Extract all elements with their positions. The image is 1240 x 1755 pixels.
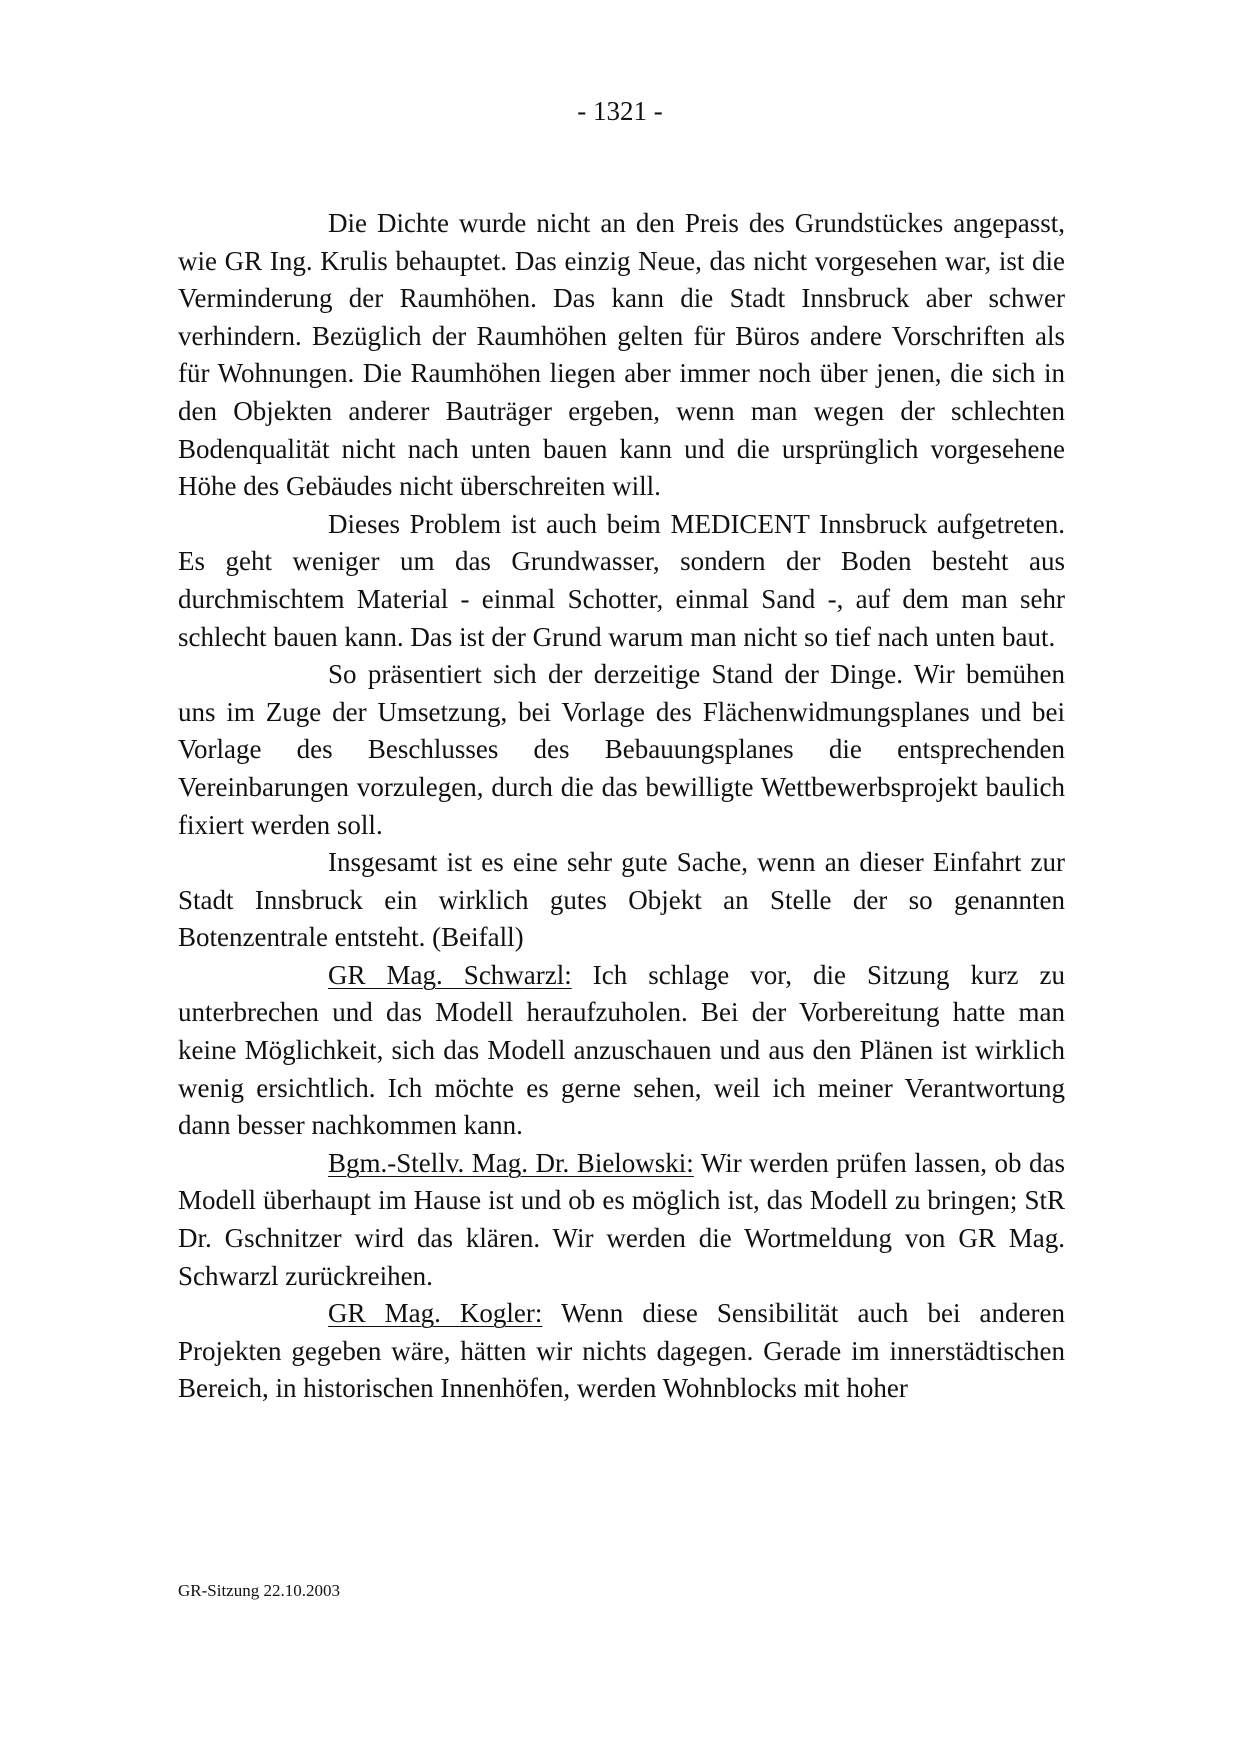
speaker-paragraph	[178, 1145, 1065, 1295]
paragraph-text: Wir werden prüfen lassen, ob das Modell überhaupt im Hause ist und ob es möglich ist, das Modell zu bringen; StR Dr. Gschnitzer wird das klären. Wir werden die Wortmeldung von GR Mag. Schwarzl zurückreihen.	[178, 1147, 1066, 1291]
paragraph-text: So präsentiert sich der derzeitige Stand der Dinge. Wir bemühen uns im Zuge der Umsetzung, bei Vorlage des Flächenwidmungsplanes und bei Vorlage des Beschlusses des Bebauungsplanes die entsprechenden Vereinbarungen vorzulegen, durch die das bewilligte Wettbewerbsprojekt baulich fixiert werden soll.	[178, 659, 1065, 840]
paragraph-text: Wenn diese Sensibilität auch bei anderen Projekten gegeben wäre, hätten wir nichts dagegen. Gerade im innerstädtischen Bereich, in historischen Innenhöfen, werden Wohnblocks mit hoher	[178, 1298, 1065, 1404]
footer-session-date: GR-Sitzung 22.10.2003	[178, 1581, 340, 1600]
paragraph-text: Die Dichte wurde nicht an den Preis des Grundstückes angepasst, wie GR Ing. Krulis behauptet. Das einzig Neue, das nicht vorgesehen war, ist die Verminderung der Raumhöhen. Das kann die Stadt Innsbruck aber schwer verhindern. Bezüglich der Raumhöhen gelten für Büros andere Vorschriften als für Wohnungen. Die Raumhöhen liegen aber immer noch über jenen, die sich in den Objekten anderer Bauträger ergeben, wenn man wegen der schlechten Bodenqualität nicht nach unten bauen kann und die ursprünglich vorgesehene Höhe des Gebäudes nicht überschreiten will.	[178, 208, 1065, 502]
paragraph	[178, 506, 1065, 656]
paragraph	[178, 656, 1065, 844]
paragraph	[178, 205, 1065, 506]
paragraph-text: Ich schlage vor, die Sitzung kurz zu unterbrechen und das Modell heraufzuholen. Bei der Vorbereitung hatte man keine Möglichkeit, sich das Modell anzuschauen und aus den Plänen ist wirklich wenig ersichtlich. Ich möchte es gerne sehen, weil ich meiner Verantwortung dann besser nachkommen kann.	[178, 959, 1065, 1141]
page-number: - 1321 -	[577, 96, 663, 126]
speaker-paragraph	[178, 957, 1065, 1145]
paragraph-text: Insgesamt ist es eine sehr gute Sache, wenn an dieser Einfahrt zur Stadt Innsbruck ein wirklich gutes Objekt an Stelle der so genannten Botenzentrale entsteht. (Beifall)	[178, 847, 1065, 953]
speaker-name: GR Mag. Kogler:	[328, 1298, 543, 1329]
speaker-paragraph	[178, 1295, 1065, 1408]
body-text	[178, 205, 1065, 1408]
speaker-name: Bgm.-Stellv. Mag. Dr. Bielowski:	[328, 1147, 694, 1178]
paragraph	[178, 844, 1065, 957]
speaker-name: GR Mag. Schwarzl:	[328, 959, 572, 990]
paragraph-text: Dieses Problem ist auch beim MEDICENT Innsbruck aufgetreten. Es geht weniger um das Grundwasser, sondern der Boden besteht aus durchmischtem Material - einmal Schotter, einmal Sand -, auf dem man sehr schlecht bauen kann. Das ist der Grund warum man nicht so tief nach unten baut.	[178, 508, 1065, 652]
